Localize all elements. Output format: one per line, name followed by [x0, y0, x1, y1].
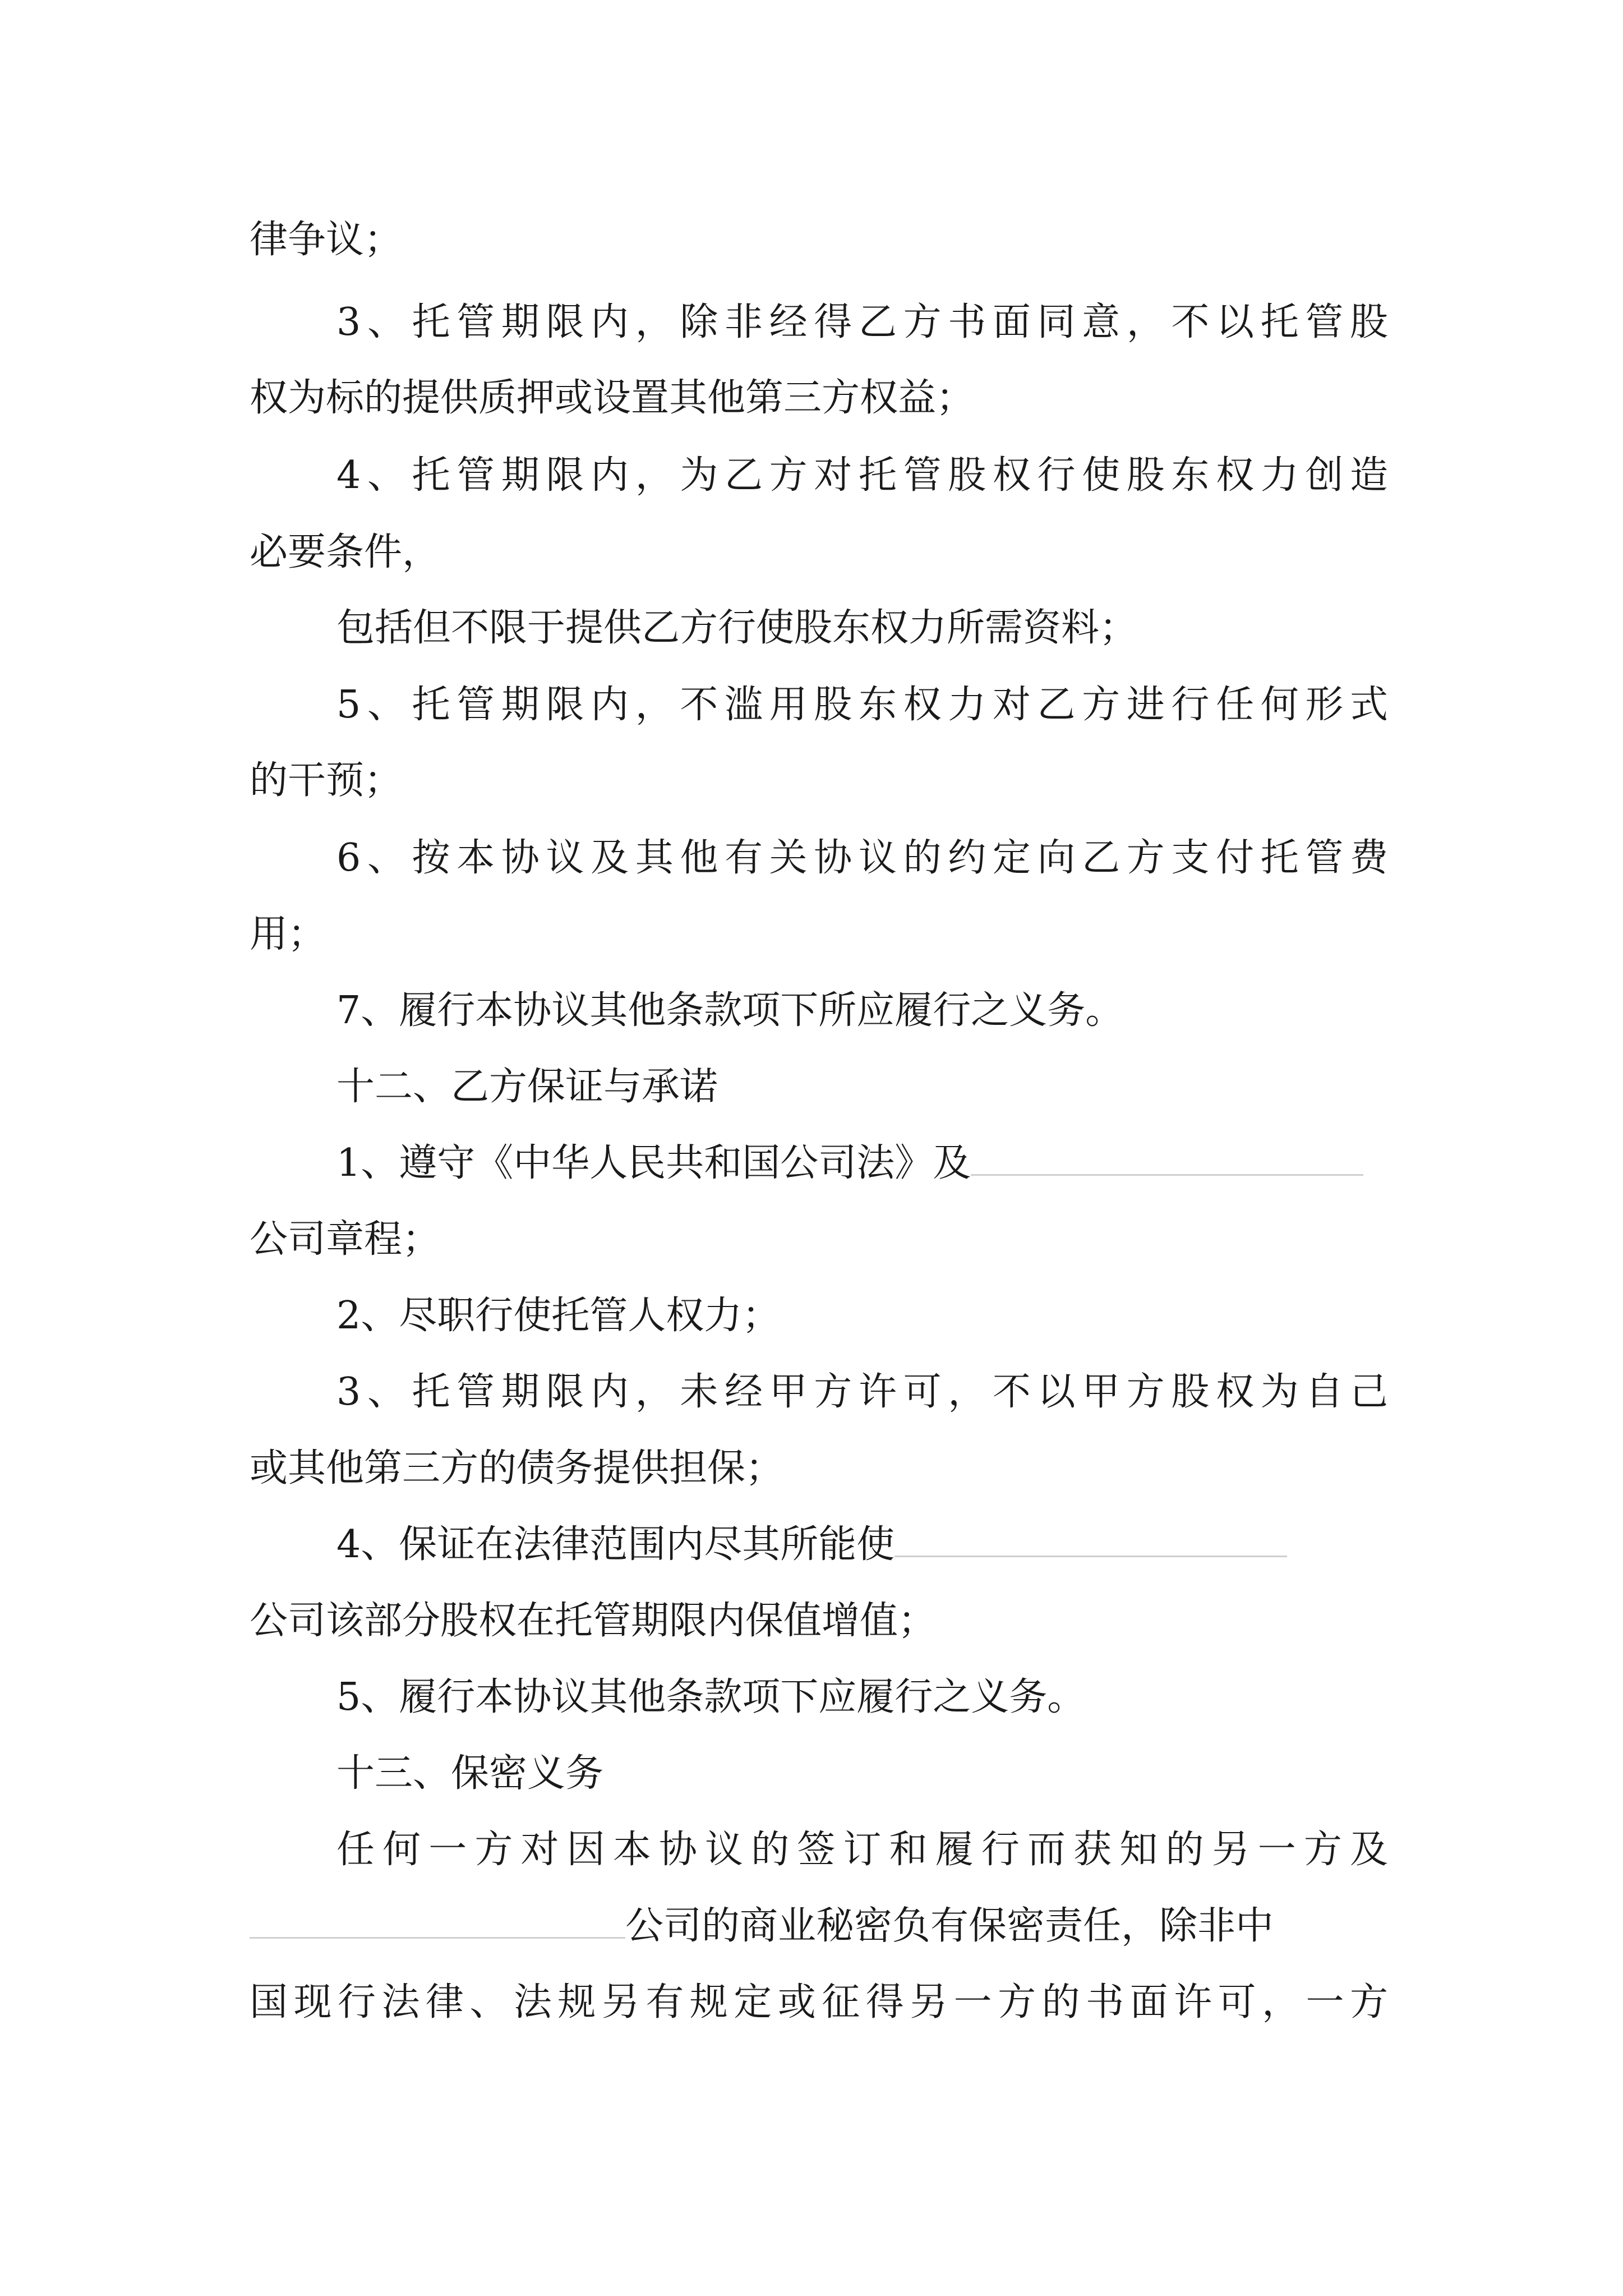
- text-line-17: [250, 1429, 1388, 1508]
- text-line-1: [250, 201, 1388, 279]
- line-text: 公司该部分股权在托管期限内保值增值；: [250, 1599, 937, 1643]
- line-text: 5、托管期限内，不滥用股东权力对乙方进行任何形式: [336, 683, 1388, 727]
- text-line-11: [336, 972, 1388, 1050]
- text-line-10: [250, 895, 1388, 974]
- line-text: 或其他第三方的债务提供担保；: [250, 1446, 784, 1490]
- line-text: 用；: [250, 912, 326, 956]
- text-line-20: [336, 1658, 1388, 1737]
- section-heading-13: [336, 1734, 1388, 1813]
- text-line-9: [336, 819, 1388, 898]
- line-text: 必要条件，: [250, 530, 441, 574]
- line-text: 5、履行本协议其他条款项下应履行之义务。: [336, 1675, 1086, 1719]
- text-line-16: [336, 1353, 1388, 1432]
- line-text: 4、保证在法律范围内尽其所能使: [336, 1522, 895, 1567]
- line-text: 权为标的提供质押或设置其他第三方权益；: [250, 376, 975, 420]
- line-text: 1、遵守《中华人民共和国公司法》及: [336, 1141, 971, 1185]
- text-line-7: [336, 666, 1388, 744]
- line-text: 2、尽职行使托管人权力；: [336, 1294, 781, 1338]
- text-line-13: [336, 1124, 1388, 1203]
- heading-text: 十二、乙方保证与承诺: [336, 1065, 718, 1109]
- fill-in-blank: [971, 1140, 1363, 1176]
- line-text: 3、托管期限内，除非经得乙方书面同意，不以托管股: [336, 300, 1388, 344]
- text-line-2: [336, 283, 1388, 362]
- text-line-3: [250, 359, 1388, 438]
- line-text: 包括但不限于提供乙方行使股东权力所需资料；: [336, 606, 1138, 650]
- text-line-23: [250, 1887, 1388, 1966]
- text-line-8: [250, 742, 1388, 820]
- text-line-6: [336, 589, 1388, 668]
- line-text: 公司章程；: [250, 1217, 441, 1262]
- line-text: 公司的商业秘密负有保密责任，除非中: [625, 1904, 1274, 1948]
- line-text: 7、履行本协议其他条款项下所应履行之义务。: [336, 988, 1124, 1033]
- section-heading-12: [336, 1048, 1388, 1126]
- fill-in-blank: [250, 1903, 625, 1939]
- heading-text: 十三、保密义务: [336, 1751, 604, 1796]
- text-line-5: [250, 513, 1388, 592]
- line-text: 6、按本协议及其他有关协议的约定向乙方支付托管费: [336, 836, 1388, 880]
- text-line-18: [336, 1506, 1388, 1584]
- text-line-15: [336, 1277, 1388, 1355]
- text-line-24: [250, 1963, 1388, 2042]
- text-line-19: [250, 1582, 1388, 1660]
- line-text: 任何一方对因本协议的签订和履行而获知的另一方及: [336, 1828, 1388, 1872]
- text-line-14: [250, 1200, 1388, 1279]
- line-text: 律争议；: [250, 218, 403, 262]
- line-text: 4、托管期限内，为乙方对托管股权行使股东权力创造: [336, 453, 1388, 498]
- line-text: 的干预；: [250, 758, 403, 803]
- line-text: 3、托管期限内，未经甲方许可，不以甲方股权为自己: [336, 1370, 1388, 1414]
- text-line-4: [336, 436, 1388, 515]
- fill-in-blank: [895, 1522, 1287, 1557]
- line-text: 国现行法律、法规另有规定或征得另一方的书面许可，一方: [250, 1980, 1388, 2024]
- text-line-22: [336, 1811, 1388, 1889]
